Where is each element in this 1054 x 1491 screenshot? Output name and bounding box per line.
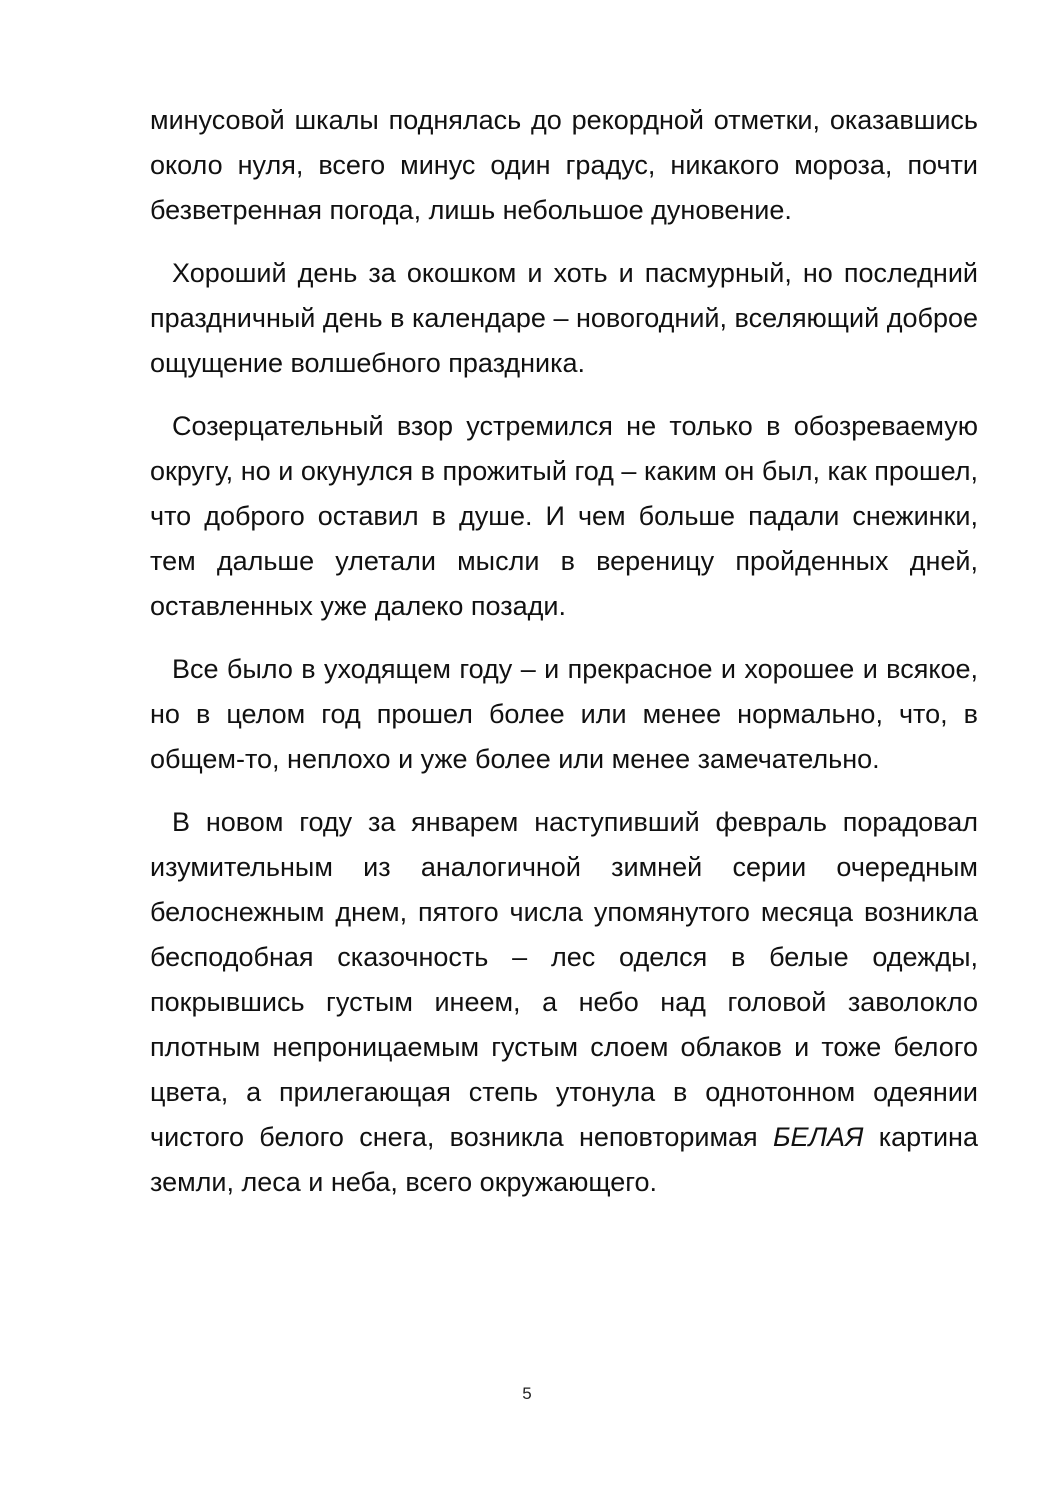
- paragraph-5-text-after: картина земли, леса и неба, всего окружающего.: [150, 1122, 978, 1197]
- paragraph-1: минусовой шкалы поднялась до рекордной отметки, оказавшись около нуля, всего минус один градус, никакого мороза, почти безветренная погода, лишь небольшое дуновение.: [150, 105, 978, 225]
- paragraph-5-emphasis: БЕЛАЯ: [772, 1122, 864, 1152]
- paragraph-2: Хороший день за окошком и хоть и пасмурный, но последний праздничный день в календаре – новогодний, вселяющий доброе ощущение волшебного праздника.: [150, 258, 978, 378]
- paragraph-5: [150, 800, 978, 1205]
- paragraph-3: Созерцательный взор устремился не только в обозреваемую округу, но и окунулся в прожитый год – каким он был, как прошел, что доброго оставил в душе. И чем больше падали снежинки, тем дальше улетали мысли в вереницу пройденных дней, оставленных уже далеко позади.: [150, 411, 978, 621]
- page-body: [150, 98, 978, 1223]
- paragraph-4: Все было в уходящем году – и прекрасное и хорошее и всякое, но в целом год прошел более или менее нормально, что, в общем-то, неплохо и уже более или менее замечательно.: [150, 654, 978, 774]
- paragraph-5-text-before: В новом году за январем наступивший февраль порадовал изумительным из аналогичной зимней серии очередным белоснежным днем, пятого числа упомянутого месяца возникла бесподобная сказочность – лес оделся в белые одежды, покрывшись густым инеем, а небо над головой заволокло плотным непроницаемым густым слоем облаков и тоже белого цвета, а прилегающая степь утонула в однотонном одеянии чистого белого снега, возникла неповторимая: [150, 807, 978, 1152]
- page-number: 5: [522, 1384, 532, 1403]
